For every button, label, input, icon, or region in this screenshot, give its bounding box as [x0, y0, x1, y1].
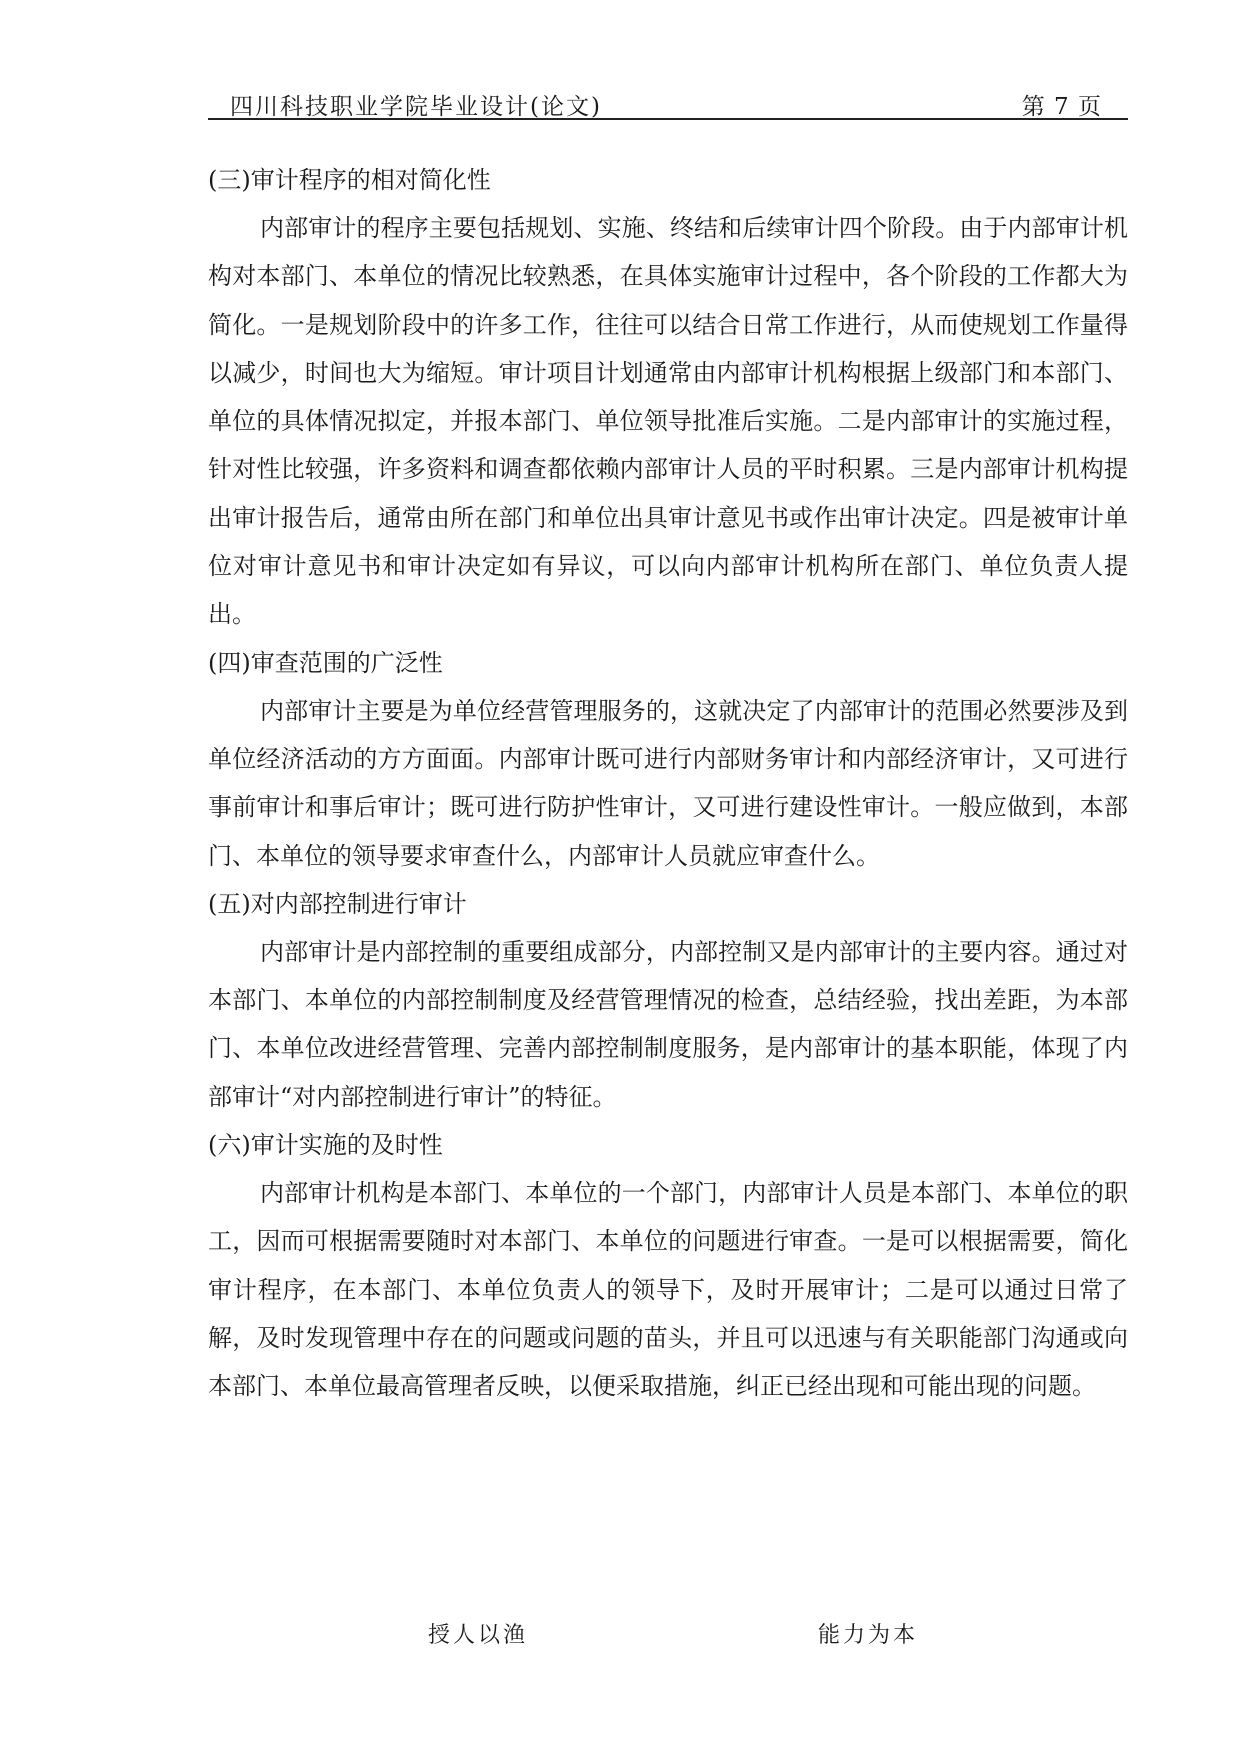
- page-content: [208, 156, 1128, 1411]
- section-paragraph: 内部审计的程序主要包括规划、实施、终结和后续审计四个阶段。由于内部审计机构对本部门、本单位的情况比较熟悉，在具体实施审计过程中，各个阶段的工作都大为简化。一是规划阶段中的许多工作，往往可以结合日常工作进行，从而使规划工作量得以减少，时间也大为缩短。审计项目计划通常由内部审计机构根据上级部门和本部门、单位的具体情况拟定，并报本部门、单位领导批准后实施。二是内部审计的实施过程，针对性比较强，许多资料和调查都依赖内部审计人员的平时积累。三是内部审计机构提出审计报告后，通常由所在部门和单位出具审计意见书或作出审计决定。四是被审计单位对审计意见书和审计决定如有异议，可以向内部审计机构所在部门、单位负责人提出。: [208, 214, 1128, 629]
- page-footer: [0, 1618, 1241, 1658]
- section-3: [208, 156, 1128, 639]
- section-heading: (三)审计程序的相对简化性: [208, 166, 491, 194]
- footer-motto-left: 授人以渔: [428, 1623, 529, 1648]
- section-paragraph: 内部审计机构是本部门、本单位的一个部门，内部审计人员是本部门、本单位的职工，因而可根据需要随时对本部门、本单位的问题进行审查。一是可以根据需要，简化审计程序，在本部门、本单位负责人的领导下，及时开展审计；二是可以通过日常了解，及时发现管理中存在的问题或问题的苗头，并且可以迅速与有关职能部门沟通或向本部门、本单位最高管理者反映，以便采取措施，纠正已经出现和可能出现的问题。: [208, 1179, 1128, 1401]
- section-heading: (五)对内部控制进行审计: [208, 889, 467, 918]
- section-paragraph: 内部审计主要是为单位经营管理服务的，这就决定了内部审计的范围必然要涉及到单位经济活动的方方面面。内部审计既可进行内部财务审计和内部经济审计，又可进行事前审计和事后审计；既可进行防护性审计，又可进行建设性审计。一般应做到，本部门、本单位的领导要求审查什么，内部审计人员就应审查什么。: [208, 696, 1128, 870]
- footer-motto-right: 能力为本: [818, 1623, 919, 1648]
- header-page-number: 第 7 页: [1021, 94, 1102, 120]
- header-title: 四川科技职业学院毕业设计(论文): [230, 94, 602, 120]
- section-heading: (六)审计实施的及时性: [208, 1131, 443, 1160]
- section-heading: (四)审查范围的广泛性: [208, 648, 443, 677]
- page-header: [208, 84, 1128, 120]
- section-4: [208, 639, 1128, 880]
- section-6: [208, 1121, 1128, 1410]
- section-5: [208, 880, 1128, 1121]
- section-paragraph: 内部审计是内部控制的重要组成部分，内部控制又是内部审计的主要内容。通过对本部门、本单位的内部控制制度及经营管理情况的检查，总结经验，找出差距，为本部门、本单位改进经营管理、完善内部控制制度服务，是内部审计的基本职能，体现了内部审计“对内部控制进行审计”的特征。: [208, 937, 1128, 1111]
